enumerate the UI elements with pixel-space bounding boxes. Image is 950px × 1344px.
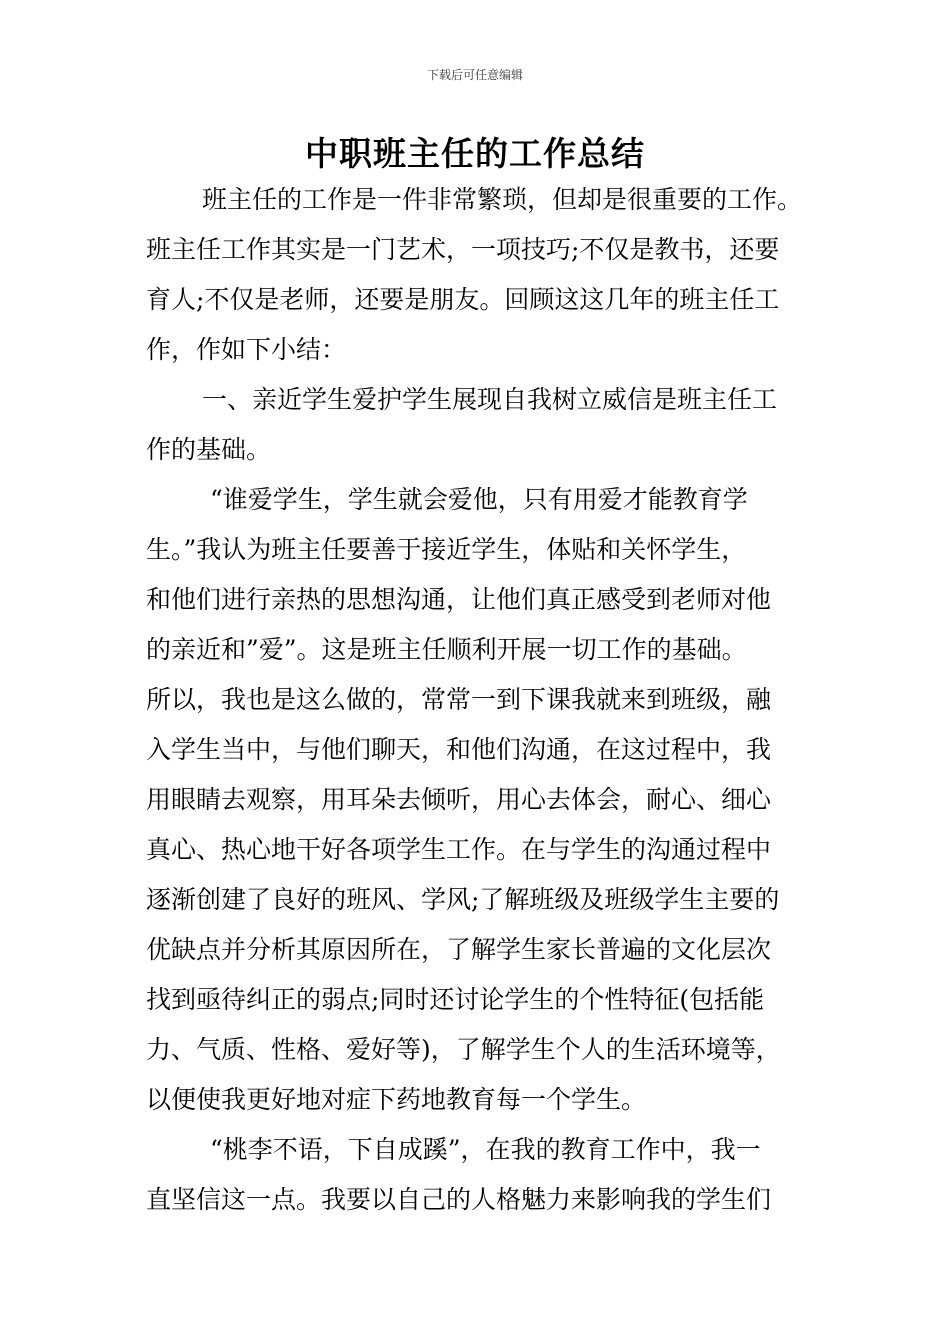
document-body — [146, 181, 826, 1231]
paragraph-line: 作，作如下小结： — [146, 335, 347, 364]
paragraph-line: 的亲近和”爱”。这是班主任顺利开展一切工作的基础。 — [146, 635, 747, 664]
header-note: 下载后可任意编辑 — [426, 68, 523, 82]
section-heading-line: 一、亲近学生爱护学生展现自我树立威信是班主任工 — [202, 385, 778, 414]
paragraph-line: 育人;不仅是老师，还要是朋友。回顾这这几年的班主任工 — [146, 285, 780, 314]
paragraph-line: 以便使我更好地对症下药地教育每一个学生。 — [146, 1085, 647, 1114]
paragraph-line: 班主任的工作是一件非常繁琐，但却是很重要的工作。 — [202, 185, 803, 214]
paragraph-line: “桃李不语，下自成蹊”，在我的教育工作中，我一 — [210, 1135, 761, 1164]
document-title: 中职班主任的工作总结 — [305, 134, 645, 173]
paragraph-line: 直坚信这一点。我要以自己的人格魅力来影响我的学生们 — [146, 1185, 772, 1214]
paragraph-line: 和他们进行亲热的思想沟通，让他们真正感受到老师对他 — [146, 585, 772, 614]
paragraph-line: 真心、热心地干好各项学生工作。在与学生的沟通过程中 — [146, 835, 772, 864]
paragraph-line: 力、气质、性格、爱好等)，了解学生个人的生活环境等， — [146, 1035, 781, 1064]
paragraph-line: “谁爱学生，学生就会爱他，只有用爱才能教育学 — [210, 485, 748, 514]
section-heading-line: 作的基础。 — [146, 435, 272, 464]
paragraph-line: 班主任工作其实是一门艺术，一项技巧;不仅是教书，还要 — [146, 235, 780, 264]
paragraph-line: 优缺点并分析其原因所在，了解学生家长普遍的文化层次 — [146, 935, 772, 964]
paragraph-line: 生。”我认为班主任要善于接近学生，体贴和关怀学生， — [146, 535, 747, 564]
paragraph-line: 逐渐创建了良好的班风、学风;了解班级及班级学生主要的 — [146, 885, 780, 914]
paragraph-line: 用眼睛去观察，用耳朵去倾听，用心去体会，耐心、细心 — [146, 785, 772, 814]
paragraph-line: 入学生当中，与他们聊天，和他们沟通，在这过程中，我 — [146, 735, 772, 764]
paragraph-line: 找到亟待纠正的弱点;同时还讨论学生的个性特征(包括能 — [146, 985, 765, 1014]
paragraph-line: 所以，我也是这么做的，常常一到下课我就来到班级，融 — [146, 685, 772, 714]
